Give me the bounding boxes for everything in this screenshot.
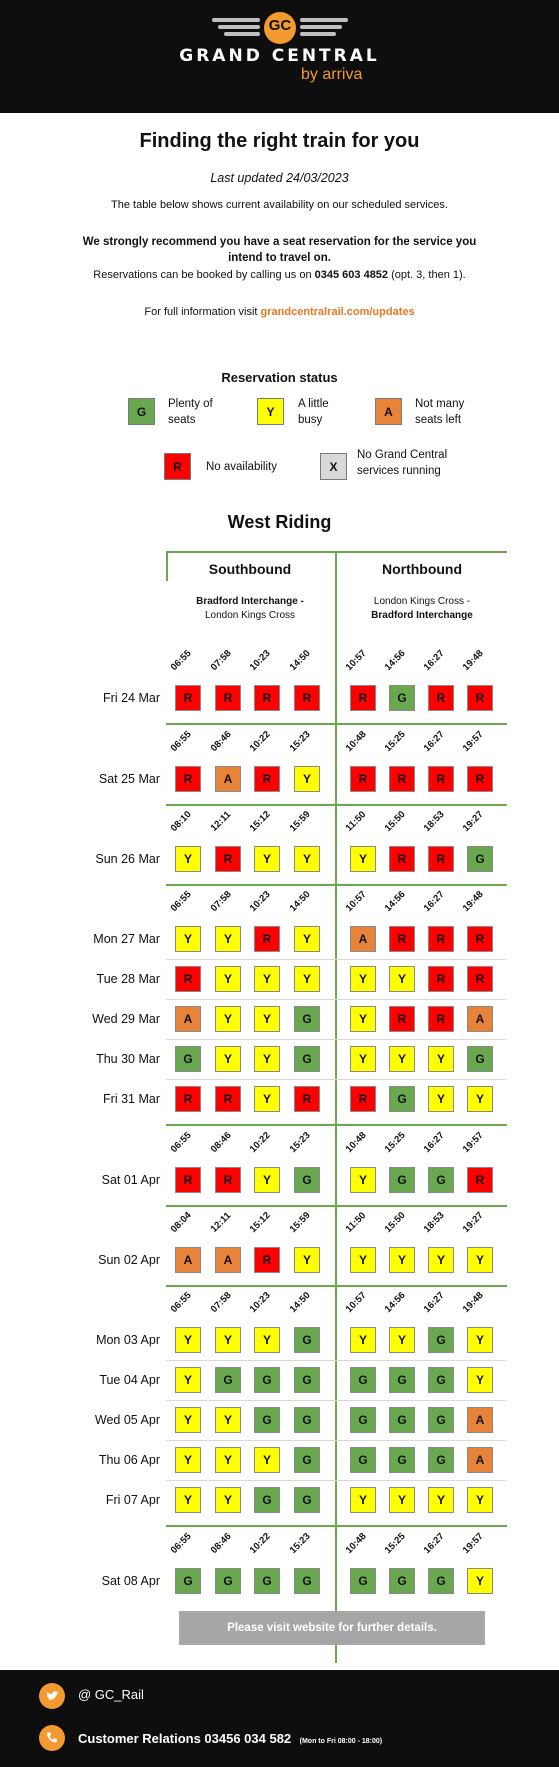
southbound-status-cell: Y — [254, 1167, 280, 1193]
southbound-time-label: 06:55 — [168, 729, 194, 754]
northbound-from: London Kings Cross - — [373, 596, 471, 607]
northbound-status-cell: Y — [350, 1006, 376, 1032]
northbound-status-cell: G — [350, 1447, 376, 1473]
northbound-status-cell: R — [467, 766, 493, 792]
legend-label-line-1: A little — [298, 398, 329, 410]
northbound-status-cell: Y — [350, 1487, 376, 1513]
southbound-time-label: 08:46 — [208, 1130, 234, 1155]
northbound-time-label: 14:56 — [382, 889, 408, 914]
southbound-time-label: 14:50 — [287, 648, 313, 673]
legend-label-line-2: busy — [298, 414, 323, 426]
notice-bar — [179, 1611, 485, 1645]
southbound-status-cell: Y — [175, 1407, 201, 1433]
southbound-status-cell: G — [175, 1568, 201, 1594]
northbound-status-cell: Y — [428, 1487, 454, 1513]
southbound-time-label: 15:23 — [287, 1531, 313, 1556]
southbound-time-label: 08:46 — [208, 729, 234, 754]
southbound-status-cell: A — [215, 766, 241, 792]
southbound-status-cell: G — [254, 1487, 280, 1513]
northbound-time-label: 16:27 — [421, 1290, 447, 1315]
info-text — [0, 306, 559, 318]
legend-label-line-2: services running — [357, 465, 441, 477]
northbound-time-label: 16:27 — [421, 729, 447, 754]
row-divider — [166, 999, 507, 1000]
day-label: Wed 05 Apr — [94, 1413, 160, 1427]
northbound-status-cell: R — [428, 926, 454, 952]
day-label: Sun 26 Mar — [95, 852, 160, 866]
southbound-time-label: 15:12 — [247, 1210, 273, 1235]
southbound-status-cell: G — [294, 1487, 320, 1513]
northbound-time-label: 10:48 — [343, 1130, 369, 1155]
southbound-status-cell: R — [175, 685, 201, 711]
southbound-time-label: 07:58 — [208, 1290, 234, 1315]
northbound-status-cell: G — [350, 1407, 376, 1433]
southbound-from: Bradford Interchange - — [196, 596, 304, 607]
grid-center-line — [335, 551, 337, 1663]
northbound-status-cell: G — [389, 1167, 415, 1193]
legend-label-line-2: seats left — [415, 414, 462, 426]
legend-label-G — [168, 396, 213, 428]
day-label: Sat 08 Apr — [101, 1574, 160, 1588]
northbound-status-cell: Y — [389, 1487, 415, 1513]
southbound-status-cell: Y — [215, 1407, 241, 1433]
header — [0, 0, 559, 113]
southbound-time-label: 06:55 — [168, 1531, 194, 1556]
northbound-time-label: 15:25 — [382, 729, 408, 754]
southbound-status-cell: R — [215, 846, 241, 872]
northbound-status-cell: R — [428, 966, 454, 992]
northbound-time-label: 10:57 — [343, 1290, 369, 1315]
southbound-status-cell: Y — [175, 1447, 201, 1473]
southbound-status-cell: R — [294, 1086, 320, 1112]
northbound-status-cell: Y — [389, 1247, 415, 1273]
southbound-status-cell: R — [175, 1086, 201, 1112]
southbound-status-cell: Y — [254, 846, 280, 872]
northbound-status-cell: G — [389, 685, 415, 711]
northbound-time-label: 16:27 — [421, 648, 447, 673]
twitter-icon[interactable] — [39, 1683, 65, 1709]
southbound-status-cell: A — [215, 1247, 241, 1273]
group-divider — [166, 1285, 507, 1287]
southbound-time-label: 10:22 — [247, 729, 273, 754]
northbound-status-cell: Y — [467, 1247, 493, 1273]
day-label: Wed 29 Mar — [92, 1012, 160, 1026]
southbound-status-cell: R — [175, 1167, 201, 1193]
southbound-status-cell: Y — [175, 1487, 201, 1513]
southbound-time-label: 10:23 — [247, 889, 273, 914]
northbound-time-label: 18:53 — [421, 809, 447, 834]
day-label: Sun 02 Apr — [98, 1253, 160, 1267]
southbound-status-cell: G — [254, 1568, 280, 1594]
northbound-status-cell: R — [428, 766, 454, 792]
day-label: Sat 01 Apr — [101, 1173, 160, 1187]
legend-label-R — [206, 459, 277, 475]
northbound-status-cell: R — [467, 1167, 493, 1193]
southbound-time-label: 08:10 — [168, 809, 194, 834]
southbound-status-cell: Y — [294, 926, 320, 952]
northbound-time-label: 19:57 — [460, 1531, 486, 1556]
info-text-a: For full information visit — [144, 306, 261, 318]
southbound-time-label: 10:23 — [247, 1290, 273, 1315]
northbound-status-cell: Y — [428, 1046, 454, 1072]
northbound-status-cell: Y — [350, 846, 376, 872]
northbound-status-cell: G — [389, 1568, 415, 1594]
southbound-status-cell: Y — [294, 1247, 320, 1273]
intro-text: The table below shows current availability on our scheduled services. — [111, 199, 448, 211]
northbound-time-label: 19:48 — [460, 889, 486, 914]
group-divider — [166, 1205, 507, 1207]
day-label: Mon 27 Mar — [93, 932, 160, 946]
legend-label-A — [415, 396, 464, 428]
recommend-text-2: intend to travel on. — [228, 252, 331, 264]
brand-name: GRAND CENTRAL — [179, 46, 380, 66]
southbound-status-cell: G — [175, 1046, 201, 1072]
day-label: Fri 24 Mar — [103, 691, 160, 705]
southbound-status-cell: Y — [254, 1327, 280, 1353]
updates-link[interactable]: grandcentralrail.com/updates — [260, 306, 415, 318]
southbound-status-cell: G — [294, 1407, 320, 1433]
southbound-status-cell: Y — [215, 926, 241, 952]
southbound-status-cell: Y — [254, 966, 280, 992]
footer — [0, 1670, 559, 1767]
legend-label-X — [357, 447, 447, 479]
legend-key-X: X — [320, 453, 347, 480]
southbound-time-label: 14:50 — [287, 1290, 313, 1315]
northbound-status-cell: Y — [350, 966, 376, 992]
northbound-status-cell: G — [467, 1046, 493, 1072]
northbound-status-cell: R — [467, 685, 493, 711]
southbound-status-cell: G — [294, 1046, 320, 1072]
southbound-time-label: 08:46 — [208, 1531, 234, 1556]
northbound-status-cell: Y — [389, 1327, 415, 1353]
northbound-status-cell: R — [467, 966, 493, 992]
southbound-status-cell: G — [215, 1568, 241, 1594]
southbound-status-cell: R — [254, 685, 280, 711]
northbound-time-label: 10:57 — [343, 648, 369, 673]
southbound-status-cell: A — [175, 1006, 201, 1032]
southbound-status-cell: G — [294, 1327, 320, 1353]
customer-relations-phone[interactable]: Customer Relations 03456 034 582 — [78, 1731, 292, 1746]
day-label: Thu 06 Apr — [98, 1453, 160, 1467]
day-label: Fri 31 Mar — [103, 1092, 160, 1106]
southbound-status-cell: R — [215, 1086, 241, 1112]
northbound-time-label: 16:27 — [421, 889, 447, 914]
legend-key-R: R — [164, 453, 191, 480]
southbound-status-cell: R — [215, 685, 241, 711]
day-label: Tue 04 Apr — [99, 1373, 160, 1387]
northbound-status-cell: G — [428, 1568, 454, 1594]
southbound-time-label: 06:55 — [168, 889, 194, 914]
logo-letters: GC — [268, 17, 292, 34]
northbound-time-label: 15:25 — [382, 1531, 408, 1556]
southbound-time-label: 07:58 — [208, 648, 234, 673]
southbound-time-label: 14:50 — [287, 889, 313, 914]
northbound-time-label: 16:27 — [421, 1130, 447, 1155]
row-divider — [166, 1039, 507, 1040]
group-divider — [166, 884, 507, 886]
northbound-time-label: 19:57 — [460, 1130, 486, 1155]
northbound-time-label: 19:27 — [460, 809, 486, 834]
northbound-status-cell: R — [350, 685, 376, 711]
northbound-status-cell: G — [350, 1367, 376, 1393]
southbound-status-cell: Y — [175, 1367, 201, 1393]
northbound-time-label: 11:50 — [343, 809, 369, 834]
southbound-status-cell: Y — [215, 1487, 241, 1513]
northbound-status-cell: G — [389, 1447, 415, 1473]
legend-key-A: A — [375, 398, 402, 425]
northbound-status-cell: R — [350, 1086, 376, 1112]
southbound-time-label: 06:55 — [168, 1290, 194, 1315]
southbound-time-label: 12:11 — [208, 1210, 234, 1235]
northbound-status-cell: G — [389, 1407, 415, 1433]
northbound-status-cell: G — [350, 1568, 376, 1594]
southbound-status-cell: Y — [215, 1046, 241, 1072]
northbound-time-label: 10:57 — [343, 889, 369, 914]
group-divider — [166, 1124, 507, 1126]
northbound-to: Bradford Interchange — [371, 610, 473, 621]
row-divider — [166, 959, 507, 960]
northbound-status-cell: Y — [467, 1568, 493, 1594]
row-divider — [166, 1400, 507, 1401]
row-divider — [166, 1360, 507, 1361]
northbound-status-cell: G — [389, 1086, 415, 1112]
southbound-time-label: 07:58 — [208, 889, 234, 914]
northbound-status-cell: G — [428, 1447, 454, 1473]
day-label: Tue 28 Mar — [96, 972, 160, 986]
northbound-status-cell: Y — [389, 1046, 415, 1072]
northbound-time-label: 10:48 — [343, 729, 369, 754]
legend-label-line-1: Not many — [415, 398, 465, 410]
southbound-status-cell: G — [294, 1167, 320, 1193]
booking-text — [0, 269, 559, 281]
northbound-status-cell: Y — [467, 1327, 493, 1353]
day-label: Thu 30 Mar — [96, 1052, 160, 1066]
booking-phone: 0345 603 4852 — [314, 269, 389, 281]
southbound-status-cell: Y — [215, 1006, 241, 1032]
booking-text-a: Reservations can be booked by calling us on — [93, 269, 315, 281]
northbound-status-cell: Y — [350, 1327, 376, 1353]
southbound-time-label: 08:04 — [168, 1210, 194, 1235]
southbound-time-label: 15:59 — [287, 1210, 313, 1235]
southbound-status-cell: Y — [215, 1447, 241, 1473]
southbound-status-cell: Y — [254, 1447, 280, 1473]
legend-key-Y: Y — [257, 398, 284, 425]
northbound-status-cell: A — [467, 1407, 493, 1433]
page-title: Finding the right train for you — [139, 130, 420, 152]
northbound-status-cell: R — [389, 1006, 415, 1032]
northbound-time-label: 14:56 — [382, 1290, 408, 1315]
northbound-status-cell: G — [389, 1367, 415, 1393]
row-divider — [166, 1480, 507, 1481]
recommend-text-1: We strongly recommend you have a seat reservation for the service you — [82, 236, 477, 248]
southbound-status-cell: Y — [215, 1327, 241, 1353]
southbound-status-cell: Y — [254, 1006, 280, 1032]
southbound-status-cell: Y — [254, 1086, 280, 1112]
southbound-status-cell: R — [215, 1167, 241, 1193]
northbound-time-label: 15:50 — [382, 809, 408, 834]
northbound-status-cell: R — [467, 926, 493, 952]
southbound-status-cell: A — [175, 1247, 201, 1273]
southbound-status-cell: Y — [254, 1046, 280, 1072]
southbound-status-cell: Y — [175, 1327, 201, 1353]
southbound-status-cell: Y — [294, 966, 320, 992]
group-divider — [166, 804, 507, 806]
northbound-status-cell: A — [350, 926, 376, 952]
southbound-time-label: 06:55 — [168, 1130, 194, 1155]
southbound-time-label: 15:12 — [247, 809, 273, 834]
content — [0, 113, 559, 1670]
northbound-status-cell: Y — [350, 1167, 376, 1193]
legend-label-line-2: seats — [168, 414, 196, 426]
booking-text-c: (opt. 3, then 1). — [388, 269, 466, 281]
southbound-status-cell: G — [294, 1568, 320, 1594]
northbound-time-label: 19:48 — [460, 648, 486, 673]
day-label: Sat 25 Mar — [98, 772, 160, 786]
northbound-time-label: 16:27 — [421, 1531, 447, 1556]
southbound-status-cell: G — [254, 1407, 280, 1433]
southbound-status-cell: Y — [175, 926, 201, 952]
southbound-status-cell: R — [175, 766, 201, 792]
northbound-time-label: 18:53 — [421, 1210, 447, 1235]
northbound-time-label: 19:57 — [460, 729, 486, 754]
southbound-status-cell: Y — [294, 846, 320, 872]
southbound-status-cell: G — [254, 1367, 280, 1393]
northbound-status-cell: R — [428, 846, 454, 872]
northbound-status-cell: Y — [467, 1086, 493, 1112]
last-updated: Last updated 24/03/2023 — [210, 171, 349, 185]
northbound-status-cell: R — [389, 926, 415, 952]
southbound-time-label: 12:11 — [208, 809, 234, 834]
southbound-status-cell: G — [215, 1367, 241, 1393]
customer-relations — [78, 1730, 382, 1748]
southbound-time-label: 06:55 — [168, 648, 194, 673]
phone-icon[interactable] — [39, 1725, 65, 1751]
northbound-time-label: 19:48 — [460, 1290, 486, 1315]
southbound-status-cell: R — [254, 926, 280, 952]
southbound-status-cell: Y — [294, 766, 320, 792]
southbound-status-cell: R — [254, 1247, 280, 1273]
northbound-status-cell: G — [428, 1367, 454, 1393]
day-label: Mon 03 Apr — [96, 1333, 160, 1347]
northbound-status-cell: Y — [350, 1046, 376, 1072]
northbound-status-cell: A — [467, 1006, 493, 1032]
northbound-status-cell: G — [428, 1407, 454, 1433]
northbound-status-cell: G — [428, 1167, 454, 1193]
southbound-status-cell: G — [294, 1006, 320, 1032]
southbound-status-cell: R — [294, 685, 320, 711]
northbound-time-label: 15:25 — [382, 1130, 408, 1155]
southbound-status-cell: Y — [215, 966, 241, 992]
region-title: West Riding — [227, 512, 332, 532]
northbound-status-cell: R — [389, 766, 415, 792]
northbound-status-cell: R — [428, 685, 454, 711]
northbound-status-cell: Y — [467, 1367, 493, 1393]
legend-label-line-1: No Grand Central — [357, 449, 448, 461]
group-divider — [166, 723, 507, 725]
row-divider — [166, 1440, 507, 1441]
southbound-time-label: 15:23 — [287, 1130, 313, 1155]
brand-sub: by arriva — [301, 66, 363, 83]
northbound-status-cell: G — [428, 1327, 454, 1353]
legend-key-G: G — [128, 398, 155, 425]
northbound-status-cell: R — [389, 846, 415, 872]
southbound-time-label: 15:23 — [287, 729, 313, 754]
legend-label-Y — [298, 396, 329, 428]
northbound-status-cell: Y — [467, 1487, 493, 1513]
northbound-time-label: 15:50 — [382, 1210, 408, 1235]
twitter-handle[interactable]: @ GC_Rail — [78, 1687, 144, 1702]
northbound-time-label: 10:48 — [343, 1531, 369, 1556]
southbound-time-label: 10:22 — [247, 1531, 273, 1556]
northbound-time-label: 19:27 — [460, 1210, 486, 1235]
northbound-status-cell: A — [467, 1447, 493, 1473]
northbound-time-label: 11:50 — [343, 1210, 369, 1235]
northbound-status-cell: Y — [428, 1247, 454, 1273]
legend-label-line-1: No availability — [206, 461, 277, 473]
northbound-status-cell: Y — [428, 1086, 454, 1112]
northbound-status-cell: Y — [389, 966, 415, 992]
southbound-time-label: 10:22 — [247, 1130, 273, 1155]
southbound-status-cell: G — [294, 1447, 320, 1473]
legend-title: Reservation status — [221, 370, 338, 385]
southbound-title: Southbound — [208, 561, 292, 577]
legend-label-line-1: Plenty of — [168, 398, 213, 410]
northbound-title: Northbound — [381, 561, 463, 577]
southbound-to: London Kings Cross — [204, 610, 296, 621]
southbound-status-cell: R — [175, 966, 201, 992]
southbound-status-cell: R — [254, 766, 280, 792]
notice-text: Please visit website for further details. — [227, 1622, 437, 1634]
northbound-status-cell: G — [467, 846, 493, 872]
customer-relations-hours: (Mon to Fri 08:00 - 18:00) — [299, 1738, 383, 1745]
northbound-time-label: 14:56 — [382, 648, 408, 673]
northbound-status-cell: R — [350, 766, 376, 792]
southbound-time-label: 10:23 — [247, 648, 273, 673]
southbound-status-cell: G — [294, 1367, 320, 1393]
day-label: Fri 07 Apr — [105, 1493, 160, 1507]
northbound-status-cell: R — [428, 1006, 454, 1032]
southbound-status-cell: Y — [175, 846, 201, 872]
group-divider — [166, 1525, 507, 1527]
southbound-time-label: 15:59 — [287, 809, 313, 834]
row-divider — [166, 1079, 507, 1080]
northbound-status-cell: Y — [350, 1247, 376, 1273]
